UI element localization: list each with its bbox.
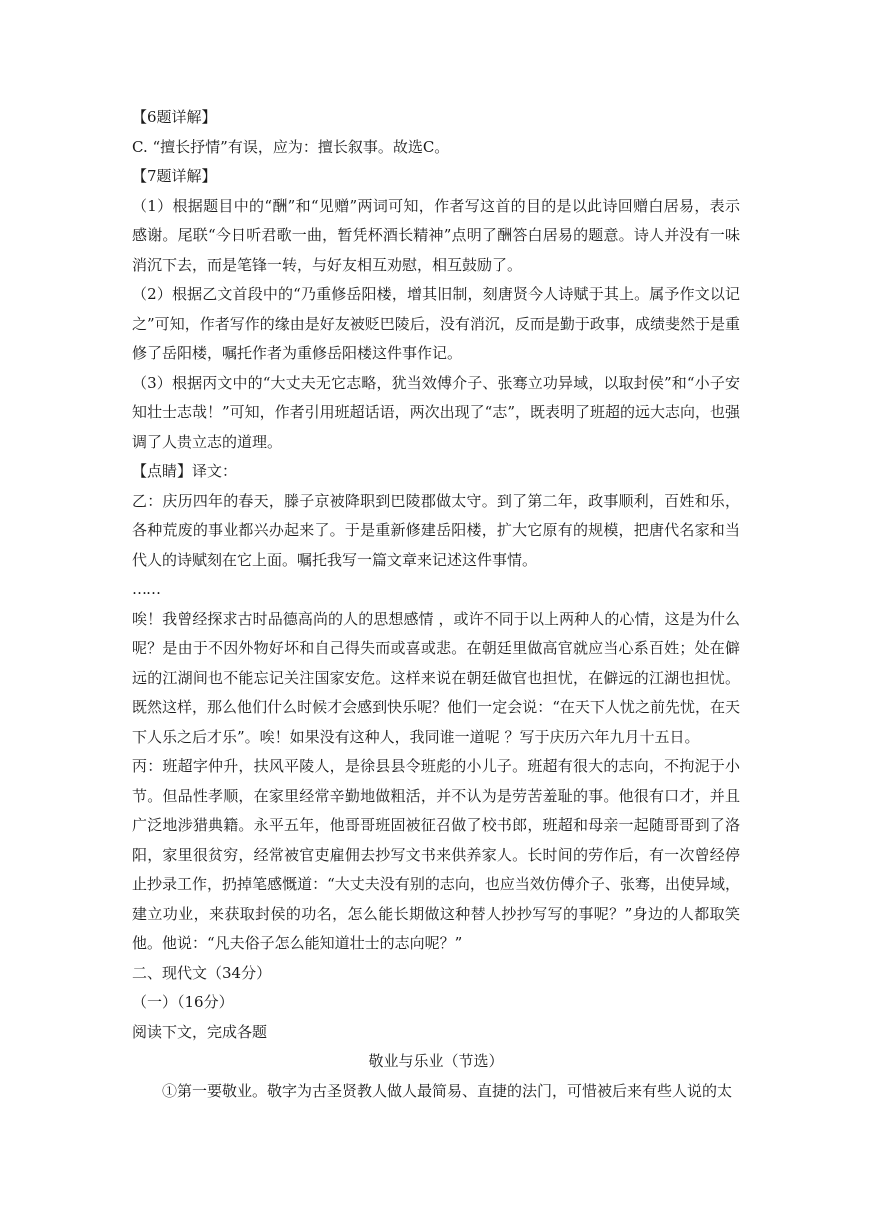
reading-instruction: 阅读下文，完成各题: [132, 1022, 268, 1041]
ellipsis: ……: [132, 580, 160, 598]
translation-bing: 丙：班超字仲升，扶风平陵人，是徐县县令班彪的小儿子。班超有很大的志向，不拘泥于小节。但品性孝顺，在家里经常辛勤地做粗活，并不认为是劳苦羞耻的事。他很有口才，并且广泛地涉猎典籍。永平五年，他哥哥班固被征召做了校书郎，班超和母亲一起随哥哥到了洛阳，家里很贫穷，经常被官吏雇佣去抄写文书来供养家人。长时间的劳作后，有一次曾经停止抄录工作，扔掉笔感慨道：“大丈夫没有别的志向，也应当效仿傅介子、张骞，出使异域，建立功业，来获取封侯的功名，怎么能长期做这种替人抄抄写写的事呢？”身边的人都取笑他。他说：“凡夫俗子怎么能知道壮士的志向呢？”: [132, 757, 740, 952]
document-body: [132, 103, 740, 1106]
q7-answer-2: （2）根据乙文首段中的“乃重修岳阳楼，增其旧制，刻唐贤今人诗赋于其上。属予作文以记之”可知，作者写作的缘由是好友被贬巴陵后，没有消沉，反而是勤于政事，成绩斐然于是重修了岳阳楼，嘱托作者为重修岳阳楼这件事作记。: [132, 285, 740, 362]
q6-answer: C. “擅长抒情”有误，应为：擅长叙事。故选C。: [132, 137, 450, 156]
translation-yi-continued: 唉！我曾经探求古时品德高尚的人的思想感情 ，或许不同于以上两种人的心情，这是为什么呢？是由于不因外物好坏和自己得失而或喜或悲。在朝廷里做高官就应当心系百姓；处在僻远的江湖间也不能忘记关注国家安危。这样来说在朝廷做官也担忧，在僻远的江湖也担忧。既然这样，那么他们什么时候才会感到快乐呢？他们一定会说：“在天下人忧之前先忧，在天下人乐之后才乐”。唉！如果没有这种人，我同谁一道呢 ？写于庆历六年九月十五日。: [132, 609, 740, 746]
article-title: 敬业与乐业（节选）: [368, 1052, 504, 1070]
q6-heading: 【6题详解】: [132, 108, 217, 126]
q7-answer-1: （1）根据题目中的“酬”和“见赠”两词可知，作者写这首的目的是以此诗回赠白居易，表示感谢。尾联“今日听君歌一曲，暂凭杯酒长精神”点明了酬答白居易的题意。诗人并没有一味消沉下去，而是笔锋一转，与好友相互劝慰，相互鼓励了。: [132, 196, 740, 274]
translation-yi: 乙：庆历四年的春天，滕子京被降职到巴陵郡做太守。到了第二年，政事顺利，百姓和乐，各种荒废的事业都兴办起来了。于是重新修建岳阳楼，扩大它原有的规模，把唐代名家和当代人的诗赋刻在它上面。嘱托我写一篇文章来记述这件事情。: [132, 491, 740, 569]
dianjing-label: 【点睛】译文：: [132, 462, 238, 480]
q7-answer-3: （3）根据丙文中的“大丈夫无它志略，犹当效傅介子、张骞立功异域，以取封侯”和“小子安知壮士志哉！”可知，作者引用班超话语，两次出现了“志”，既表明了班超的远大志向，也强调了人贵立志的道理。: [132, 373, 741, 451]
sub-heading: （一）（16分）: [132, 993, 234, 1011]
section-heading: 二、现代文（34分）: [132, 963, 272, 982]
article-paragraph-1: ①第一要敬业。敬字为古圣贤教人做人最简易、直捷的法门，可惜被后来有些人说的太: [162, 1081, 733, 1100]
q7-heading: 【7题详解】: [132, 167, 217, 185]
